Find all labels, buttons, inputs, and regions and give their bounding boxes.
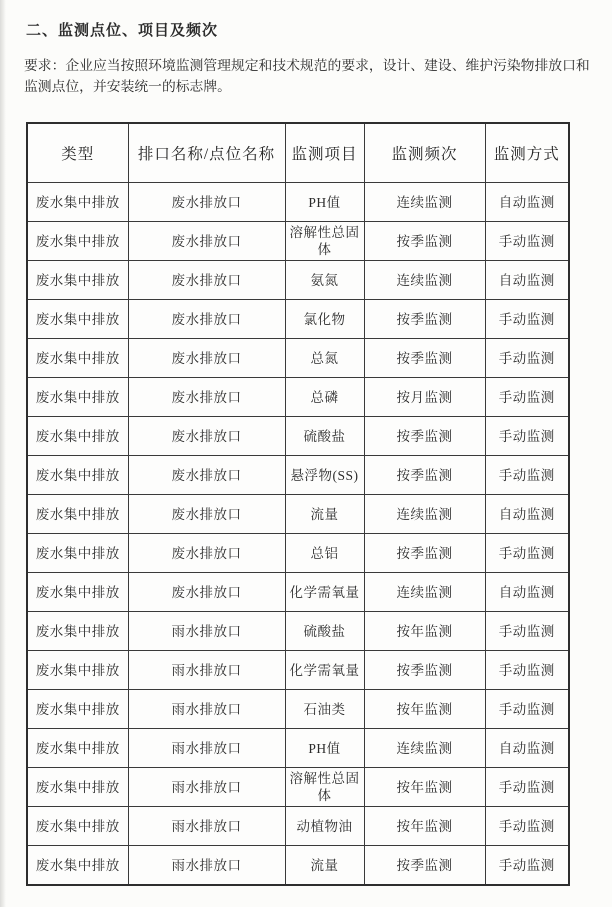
table-row [27, 690, 569, 729]
table-row [27, 534, 569, 573]
table-cell: 自动监测 [485, 183, 569, 222]
table-cell: 按季监测 [364, 222, 485, 261]
table-cell: 按月监测 [364, 378, 485, 417]
table-cell: 硫酸盐 [285, 417, 364, 456]
table-cell: 按季监测 [364, 456, 485, 495]
table-cell: 废水集中排放 [27, 729, 128, 768]
table-cell: 按季监测 [364, 534, 485, 573]
table-cell: 废水排放口 [128, 456, 285, 495]
section-title: 二、监测点位、项目及频次 [26, 23, 219, 39]
table-cell: 总磷 [285, 378, 364, 417]
table-row [27, 495, 569, 534]
table-cell: 自动监测 [485, 261, 569, 300]
column-header-type: 类型 [27, 123, 128, 183]
table-cell: 废水集中排放 [27, 495, 128, 534]
table-cell: 氨氮 [285, 261, 364, 300]
table-cell: 自动监测 [485, 729, 569, 768]
table-cell: 废水排放口 [128, 495, 285, 534]
table-cell: 雨水排放口 [128, 846, 285, 886]
table-cell: 总氮 [285, 339, 364, 378]
column-header-monitoring-item: 监测项目 [285, 123, 364, 183]
table-cell: 硫酸盐 [285, 612, 364, 651]
table-cell: 手动监测 [485, 690, 569, 729]
table-row [27, 417, 569, 456]
table-cell: 石油类 [285, 690, 364, 729]
table-cell: 废水集中排放 [27, 183, 128, 222]
column-header-monitoring-method: 监测方式 [485, 123, 569, 183]
table-row [27, 573, 569, 612]
table-cell: 废水集中排放 [27, 651, 128, 690]
table-cell: 化学需氧量 [285, 651, 364, 690]
table-row [27, 222, 569, 261]
table-row [27, 456, 569, 495]
table-cell: 废水集中排放 [27, 807, 128, 846]
table-cell: 废水集中排放 [27, 768, 128, 807]
table-cell: 按年监测 [364, 807, 485, 846]
table-row [27, 339, 569, 378]
column-header-outlet-name: 排口名称/点位名称 [128, 123, 285, 183]
table-cell: 废水集中排放 [27, 690, 128, 729]
table-cell: 雨水排放口 [128, 768, 285, 807]
table-cell: 手动监测 [485, 300, 569, 339]
table-cell: 按季监测 [364, 417, 485, 456]
table-cell: PH值 [285, 183, 364, 222]
table-cell: 雨水排放口 [128, 651, 285, 690]
table-cell: 废水集中排放 [27, 378, 128, 417]
table-cell: 手动监测 [485, 339, 569, 378]
table-row [27, 807, 569, 846]
column-header-monitoring-frequency: 监测频次 [364, 123, 485, 183]
table-cell: 雨水排放口 [128, 612, 285, 651]
table-cell: 废水排放口 [128, 417, 285, 456]
table-cell: 化学需氧量 [285, 573, 364, 612]
table-cell: 废水集中排放 [27, 261, 128, 300]
table-cell: 废水集中排放 [27, 534, 128, 573]
table-cell: 废水排放口 [128, 573, 285, 612]
table-cell: 废水集中排放 [27, 339, 128, 378]
table-row [27, 378, 569, 417]
table-body [27, 183, 569, 886]
table-cell: 连续监测 [364, 729, 485, 768]
table-cell: 手动监测 [485, 807, 569, 846]
table-header-row [27, 123, 569, 183]
table-cell: 废水排放口 [128, 261, 285, 300]
table-cell: 雨水排放口 [128, 729, 285, 768]
table-cell: 手动监测 [485, 651, 569, 690]
table-cell: 溶解性总固体 [285, 222, 364, 261]
table-cell: 按年监测 [364, 612, 485, 651]
table-cell: 雨水排放口 [128, 807, 285, 846]
table-cell: 手动监测 [485, 768, 569, 807]
table-cell: 按年监测 [364, 768, 485, 807]
monitoring-table [26, 122, 570, 886]
table-cell: 自动监测 [485, 495, 569, 534]
table-cell: 废水集中排放 [27, 612, 128, 651]
table-cell: 手动监测 [485, 612, 569, 651]
table-row [27, 651, 569, 690]
table-cell: 雨水排放口 [128, 690, 285, 729]
table-cell: 总铝 [285, 534, 364, 573]
table-cell: 废水集中排放 [27, 417, 128, 456]
table-row [27, 261, 569, 300]
table-cell: 废水排放口 [128, 222, 285, 261]
table-cell: 按季监测 [364, 339, 485, 378]
table-cell: 按季监测 [364, 300, 485, 339]
table-cell: 流量 [285, 495, 364, 534]
table-cell: 动植物油 [285, 807, 364, 846]
table-cell: 手动监测 [485, 222, 569, 261]
table-cell: 废水集中排放 [27, 456, 128, 495]
table-cell: 按年监测 [364, 690, 485, 729]
table-cell: 按季监测 [364, 846, 485, 886]
table-cell: 废水集中排放 [27, 300, 128, 339]
table-cell: 废水排放口 [128, 300, 285, 339]
table-row [27, 729, 569, 768]
table-cell: 手动监测 [485, 378, 569, 417]
table-cell: 悬浮物(SS) [285, 456, 364, 495]
requirement-text: 要求：企业应当按照环境监测管理规定和技术规范的要求，设计、建设、维护污染物排放口和监测点位，并安装统一的标志牌。 [24, 58, 590, 94]
table-cell: PH值 [285, 729, 364, 768]
table-cell: 废水排放口 [128, 378, 285, 417]
table-row [27, 183, 569, 222]
table-cell: 废水排放口 [128, 534, 285, 573]
table-cell: 废水排放口 [128, 339, 285, 378]
table-cell: 手动监测 [485, 417, 569, 456]
table-cell: 手动监测 [485, 534, 569, 573]
table-cell: 连续监测 [364, 261, 485, 300]
table-row [27, 846, 569, 886]
table-cell: 连续监测 [364, 495, 485, 534]
table-cell: 废水集中排放 [27, 846, 128, 886]
table-cell: 连续监测 [364, 573, 485, 612]
table-cell: 手动监测 [485, 456, 569, 495]
table-cell: 手动监测 [485, 846, 569, 886]
table-cell: 废水集中排放 [27, 573, 128, 612]
table-cell: 氯化物 [285, 300, 364, 339]
table-cell: 按季监测 [364, 651, 485, 690]
table-cell: 流量 [285, 846, 364, 886]
table-cell: 废水排放口 [128, 183, 285, 222]
table-row [27, 768, 569, 807]
table-cell: 自动监测 [485, 573, 569, 612]
table-row [27, 612, 569, 651]
table-cell: 废水集中排放 [27, 222, 128, 261]
table-cell: 连续监测 [364, 183, 485, 222]
table-row [27, 300, 569, 339]
table-cell: 溶解性总固体 [285, 768, 364, 807]
